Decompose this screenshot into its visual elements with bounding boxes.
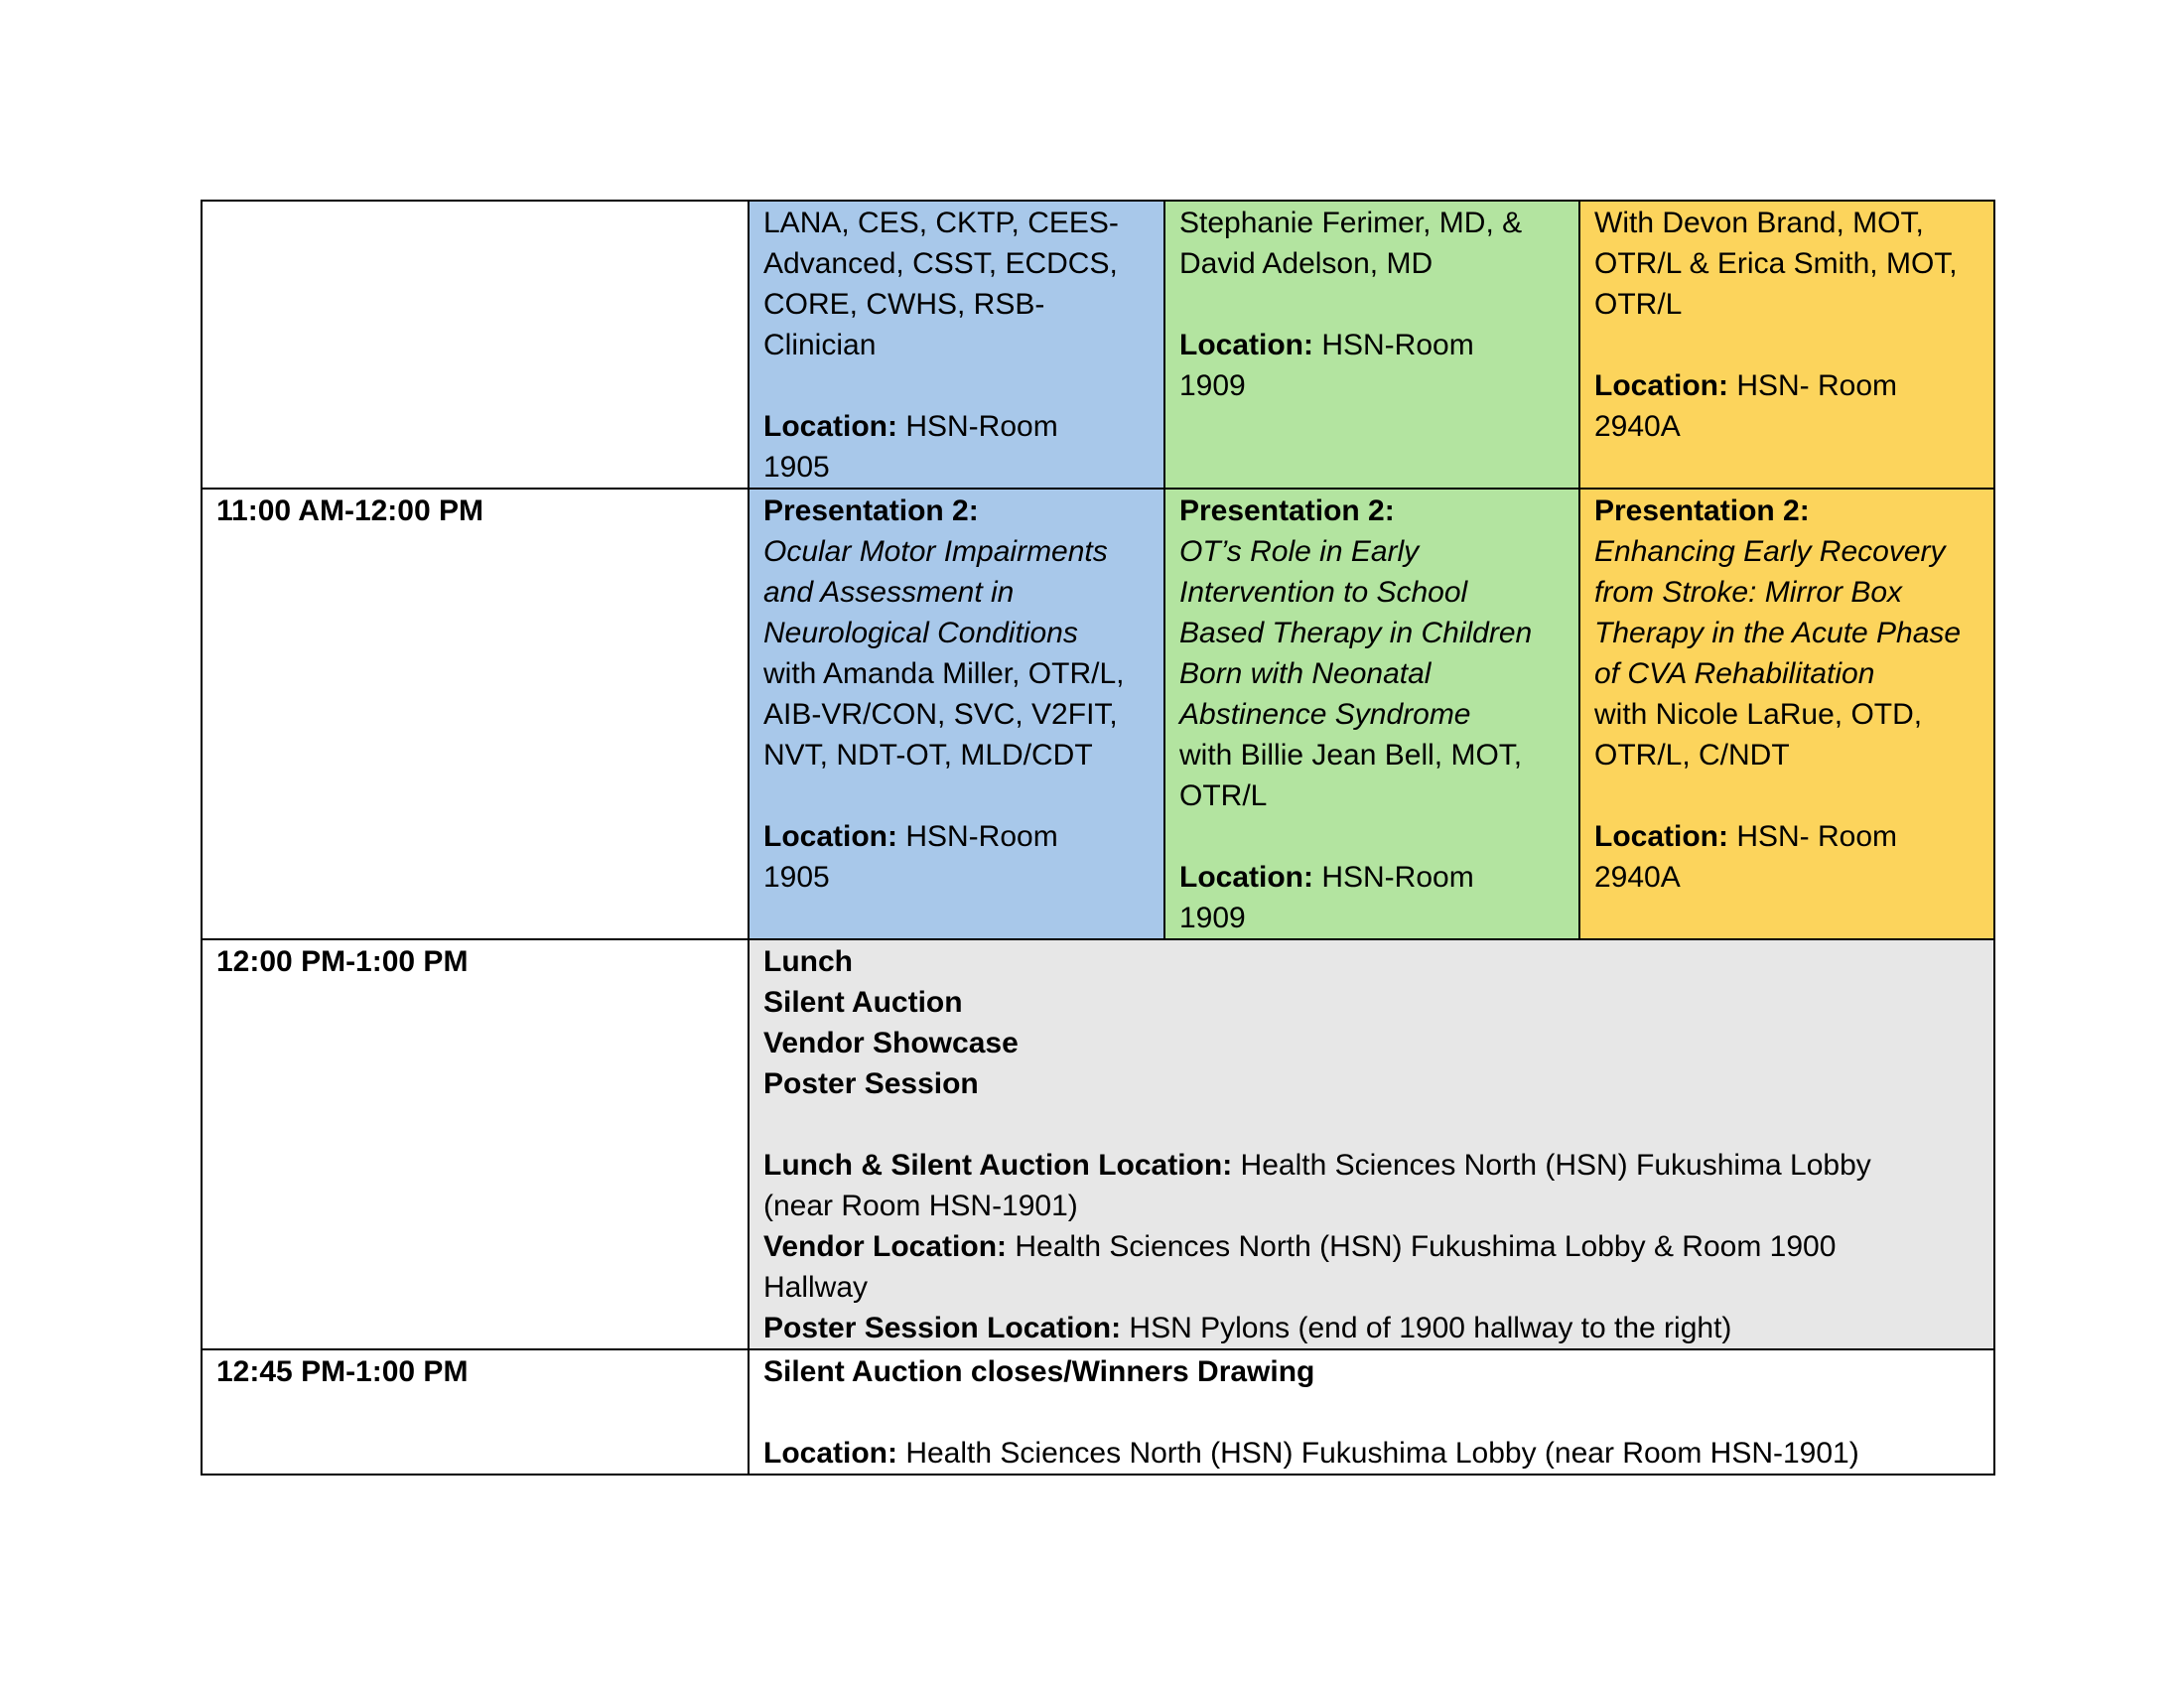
presenter-line: OTR/L & Erica Smith, MOT, bbox=[1594, 247, 1958, 280]
location-label: Location: bbox=[763, 820, 897, 853]
location-label: Lunch & Silent Auction Location: bbox=[763, 1149, 1233, 1182]
presenter-line: Clinician bbox=[763, 329, 877, 361]
location-line bbox=[763, 1226, 1979, 1267]
presentation-title-line: Neurological Conditions bbox=[763, 617, 1078, 649]
table-row bbox=[202, 939, 1994, 1349]
location-label: Location: bbox=[763, 410, 897, 443]
location-value: HSN-Room bbox=[897, 410, 1058, 443]
event-item: Vendor Showcase bbox=[763, 1027, 1019, 1059]
presentation-title-line: Ocular Motor Impairments bbox=[763, 535, 1108, 568]
location-value-cont: (near Room HSN-1901) bbox=[763, 1190, 1078, 1222]
table-row bbox=[202, 201, 1994, 489]
location-value: HSN- Room bbox=[1728, 369, 1898, 402]
presentation-title-line: Therapy in the Acute Phase bbox=[1594, 617, 1962, 649]
lunch-cell bbox=[749, 939, 1994, 1349]
auction-close-cell bbox=[749, 1349, 1994, 1475]
table-row bbox=[202, 489, 1994, 939]
session-cell-room-1905 bbox=[749, 201, 1164, 489]
location-line bbox=[763, 1145, 1979, 1186]
location-value: HSN Pylons (end of 1900 hallway to the right) bbox=[1121, 1312, 1732, 1344]
presentation-title-line: Enhancing Early Recovery bbox=[1594, 535, 1946, 568]
location-value-cont: 1905 bbox=[763, 861, 830, 894]
event-item: Lunch bbox=[763, 945, 853, 978]
location-value-cont: 2940A bbox=[1594, 861, 1681, 894]
location-line bbox=[1594, 365, 1979, 406]
location-value: HSN-Room bbox=[1313, 861, 1474, 894]
location-label: Location: bbox=[1594, 369, 1728, 402]
location-value-cont: 1909 bbox=[1179, 902, 1246, 934]
presenter-line: Advanced, CSST, ECDCS, bbox=[763, 247, 1118, 280]
presenter-line: LANA, CES, CKTP, CEES- bbox=[763, 207, 1119, 239]
presentation-heading: Presentation 2: bbox=[1594, 494, 1810, 527]
location-line bbox=[763, 1433, 1979, 1474]
location-label: Location: bbox=[1179, 329, 1313, 361]
location-value-cont: 2940A bbox=[1594, 410, 1681, 443]
presenter-line: CORE, CWHS, RSB- bbox=[763, 288, 1045, 321]
presenter-line: Stephanie Ferimer, MD, & bbox=[1179, 207, 1523, 239]
location-value: HSN-Room bbox=[897, 820, 1058, 853]
location-line bbox=[763, 816, 1150, 857]
session-cell-room-2940a bbox=[1579, 201, 1994, 489]
event-item: Poster Session bbox=[763, 1067, 979, 1100]
schedule-table bbox=[201, 200, 1995, 1476]
presentation-title-line: from Stroke: Mirror Box bbox=[1594, 576, 1903, 609]
location-value-cont: 1905 bbox=[763, 451, 830, 484]
session-cell-room-1905 bbox=[749, 489, 1164, 939]
location-value: Health Sciences North (HSN) Fukushima Lobby bbox=[1232, 1149, 1871, 1182]
presenter-line: OTR/L, C/NDT bbox=[1594, 739, 1790, 772]
time-cell: 12:45 PM-1:00 PM bbox=[202, 1349, 749, 1475]
location-line bbox=[1594, 816, 1979, 857]
time-cell: 11:00 AM-12:00 PM bbox=[202, 489, 749, 939]
presenter-line: With Devon Brand, MOT, bbox=[1594, 207, 1924, 239]
presentation-heading: Presentation 2: bbox=[1179, 494, 1395, 527]
location-label: Location: bbox=[763, 1437, 897, 1470]
presentation-title-line: Abstinence Syndrome bbox=[1179, 698, 1471, 731]
presenter-line: with Nicole LaRue, OTD, bbox=[1594, 698, 1923, 731]
presenter-line: OTR/L bbox=[1594, 288, 1683, 321]
location-line bbox=[763, 406, 1150, 447]
presentation-title-line: Intervention to School bbox=[1179, 576, 1468, 609]
time-cell bbox=[202, 201, 749, 489]
presentation-title-line: of CVA Rehabilitation bbox=[1594, 657, 1875, 690]
location-label: Vendor Location: bbox=[763, 1230, 1008, 1263]
presenter-line: NVT, NDT-OT, MLD/CDT bbox=[763, 739, 1093, 772]
time-cell: 12:00 PM-1:00 PM bbox=[202, 939, 749, 1349]
location-label: Poster Session Location: bbox=[763, 1312, 1122, 1344]
presenter-line: with Billie Jean Bell, MOT, bbox=[1179, 739, 1523, 772]
location-line bbox=[763, 1308, 1979, 1348]
session-cell-room-1909 bbox=[1164, 489, 1579, 939]
location-line bbox=[1179, 325, 1565, 365]
location-label: Location: bbox=[1594, 820, 1728, 853]
location-label: Location: bbox=[1179, 861, 1313, 894]
presentation-title-line: and Assessment in bbox=[763, 576, 1015, 609]
location-value-cont: 1909 bbox=[1179, 369, 1246, 402]
location-value: Health Sciences North (HSN) Fukushima Lobby & Room 1900 bbox=[1007, 1230, 1837, 1263]
event-item: Silent Auction bbox=[763, 986, 963, 1019]
session-cell-room-2940a bbox=[1579, 489, 1994, 939]
presentation-title-line: OT’s Role in Early bbox=[1179, 535, 1420, 568]
location-value-cont: Hallway bbox=[763, 1271, 869, 1304]
presentation-title-line: Based Therapy in Children bbox=[1179, 617, 1533, 649]
presenter-line: with Amanda Miller, OTR/L, bbox=[763, 657, 1125, 690]
presenter-line: OTR/L bbox=[1179, 779, 1268, 812]
presenter-line: AIB-VR/CON, SVC, V2FIT, bbox=[763, 698, 1118, 731]
location-value: Health Sciences North (HSN) Fukushima Lobby (near Room HSN-1901) bbox=[897, 1437, 1859, 1470]
presenter-line: David Adelson, MD bbox=[1179, 247, 1433, 280]
table-row bbox=[202, 1349, 1994, 1475]
location-value: HSN-Room bbox=[1313, 329, 1474, 361]
session-cell-room-1909 bbox=[1164, 201, 1579, 489]
location-value: HSN- Room bbox=[1728, 820, 1898, 853]
location-line bbox=[1179, 857, 1565, 898]
event-item: Silent Auction closes/Winners Drawing bbox=[763, 1355, 1315, 1388]
presentation-heading: Presentation 2: bbox=[763, 494, 979, 527]
presentation-title-line: Born with Neonatal bbox=[1179, 657, 1432, 690]
